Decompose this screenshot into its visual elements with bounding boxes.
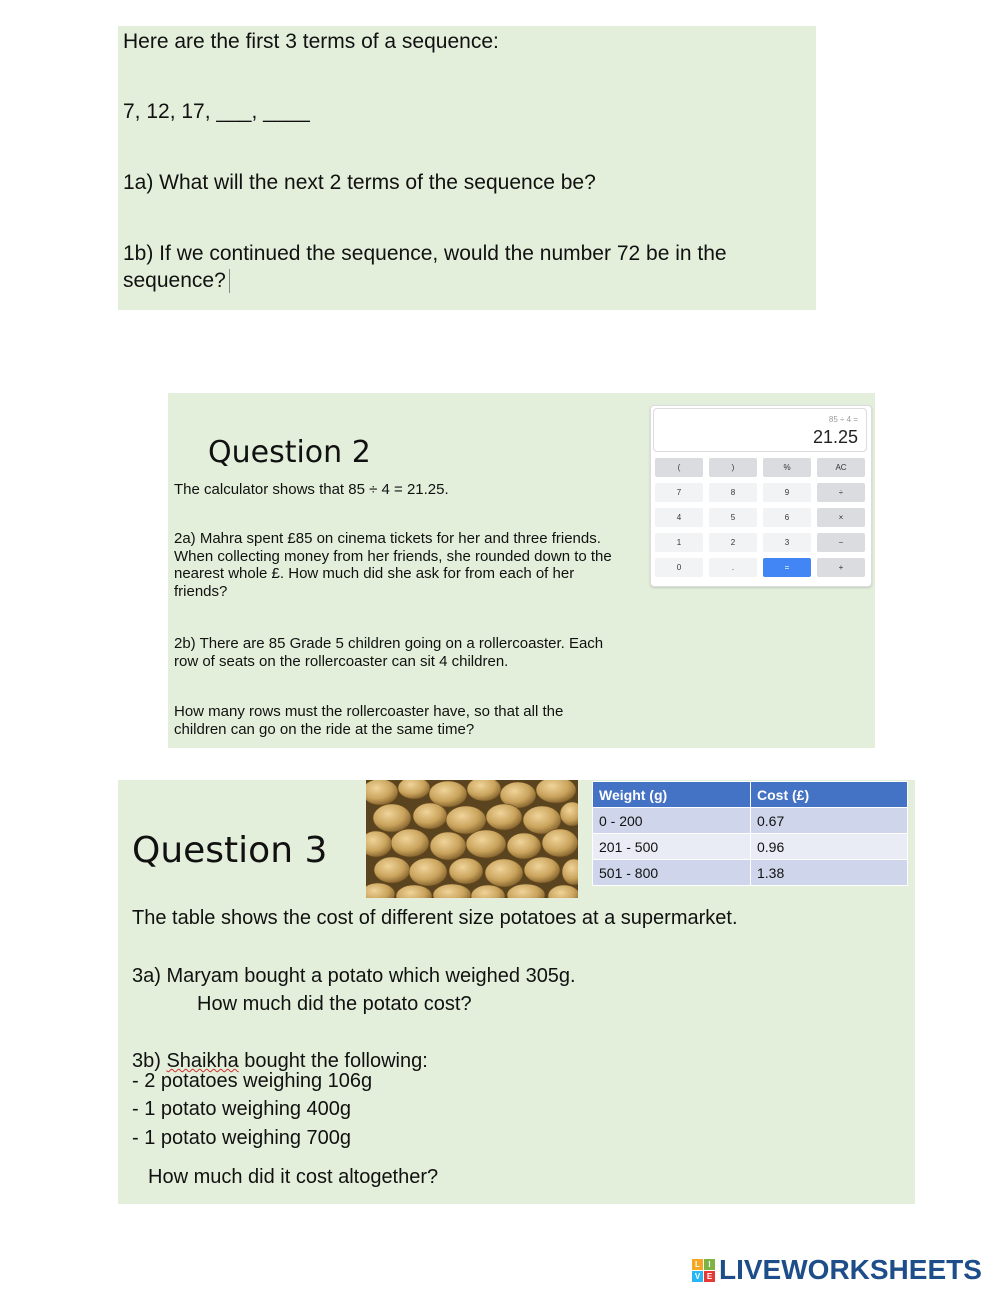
- table-cell: 501 - 800: [593, 860, 751, 886]
- text-cursor: [229, 269, 230, 293]
- calc-key-minus[interactable]: −: [817, 533, 865, 552]
- calc-key-7[interactable]: 7: [655, 483, 703, 502]
- calc-key-equals[interactable]: =: [763, 558, 811, 577]
- q1-sequence: 7, 12, 17, ___, ____: [123, 100, 310, 123]
- calc-key-2[interactable]: 2: [709, 533, 757, 552]
- calc-key-6[interactable]: 6: [763, 508, 811, 527]
- q3-item-2: - 1 potato weighing 400g: [132, 1098, 352, 1120]
- q3-intro: The table shows the cost of different size potatoes at a supermarket.: [132, 907, 738, 929]
- table-row: [593, 834, 908, 860]
- table-cell: 0 - 200: [593, 808, 751, 834]
- calc-key-open-paren[interactable]: (: [655, 458, 703, 477]
- calculator-display: [653, 408, 867, 452]
- q3-question: How much did it cost altogether?: [148, 1166, 439, 1188]
- table-cell: 0.67: [751, 808, 908, 834]
- calc-key-plus[interactable]: +: [817, 558, 865, 577]
- potatoes-image: [366, 780, 578, 898]
- q3-part-b: 3b) Shaikha bought the following:: [132, 1050, 428, 1072]
- calc-key-clear[interactable]: AC: [817, 458, 865, 477]
- calculator-expression: 85 ÷ 4 =: [828, 415, 858, 424]
- logo-mark-icon: L I V E: [692, 1259, 715, 1282]
- table-row: [593, 808, 908, 834]
- q1-part-a: 1a) What will the next 2 terms of the sequence be?: [123, 171, 596, 194]
- liveworksheets-logo: [692, 1255, 982, 1285]
- calculator: [650, 405, 872, 587]
- table-cell: 0.96: [751, 834, 908, 860]
- q3-part-a-line1: 3a) Maryam bought a potato which weighed 305g.: [132, 965, 576, 987]
- q2-intro: The calculator shows that 85 ÷ 4 = 21.25.: [174, 481, 449, 498]
- q2-part-a: 2a) Mahra spent £85 on cinema tickets for her and three friends. When collecting money from her friends, she rounded down to the nearest whole £. How much did she ask for from each of her friends?: [174, 530, 612, 600]
- table-cell: 201 - 500: [593, 834, 751, 860]
- calc-key-8[interactable]: 8: [709, 483, 757, 502]
- q2-part-b-line1: 2b) There are 85 Grade 5 children going on a rollercoaster. Each row of seats on the rollercoaster can sit 4 children.: [174, 635, 604, 670]
- calc-key-5[interactable]: 5: [709, 508, 757, 527]
- calc-key-divide[interactable]: ÷: [817, 483, 865, 502]
- table-cell: 1.38: [751, 860, 908, 886]
- logo-text: LIVEWORKSHEETS: [719, 1254, 982, 1285]
- potatoes-photo: [366, 780, 578, 898]
- q1-part-b-line2: sequence?: [123, 269, 230, 293]
- q3-name-shaikha: Shaikha: [166, 1050, 239, 1072]
- calc-key-multiply[interactable]: ×: [817, 508, 865, 527]
- table-header-cost: Cost (£): [751, 782, 908, 808]
- table-header-row: [593, 782, 908, 808]
- calc-key-9[interactable]: 9: [763, 483, 811, 502]
- table-row: [593, 860, 908, 886]
- q1-part-b-line1: 1b) If we continued the sequence, would the number 72 be in the: [123, 242, 727, 265]
- calc-key-decimal[interactable]: .: [709, 558, 757, 577]
- calculator-keypad: [655, 458, 867, 577]
- q3-part-a-line2: How much did the potato cost?: [197, 993, 472, 1015]
- q3-title: Question 3: [132, 830, 328, 871]
- table-header-weight: Weight (g): [593, 782, 751, 808]
- potato-price-table: [592, 781, 908, 886]
- calc-key-3[interactable]: 3: [763, 533, 811, 552]
- calc-key-close-paren[interactable]: ): [709, 458, 757, 477]
- q2-part-b-line2: How many rows must the rollercoaster have, so that all the children can go on the ride at the same time?: [174, 703, 564, 738]
- question-1-panel: [118, 26, 816, 310]
- q2-title: Question 2: [208, 435, 371, 470]
- calc-key-4[interactable]: 4: [655, 508, 703, 527]
- calc-key-0[interactable]: 0: [655, 558, 703, 577]
- q3-item-3: - 1 potato weighing 700g: [132, 1127, 352, 1149]
- q1-intro: Here are the first 3 terms of a sequence:: [123, 30, 499, 53]
- calc-key-percent[interactable]: %: [763, 458, 811, 477]
- calculator-result: 21.25: [812, 427, 858, 447]
- calc-key-1[interactable]: 1: [655, 533, 703, 552]
- q3-item-1: - 2 potatoes weighing 106g: [132, 1070, 373, 1092]
